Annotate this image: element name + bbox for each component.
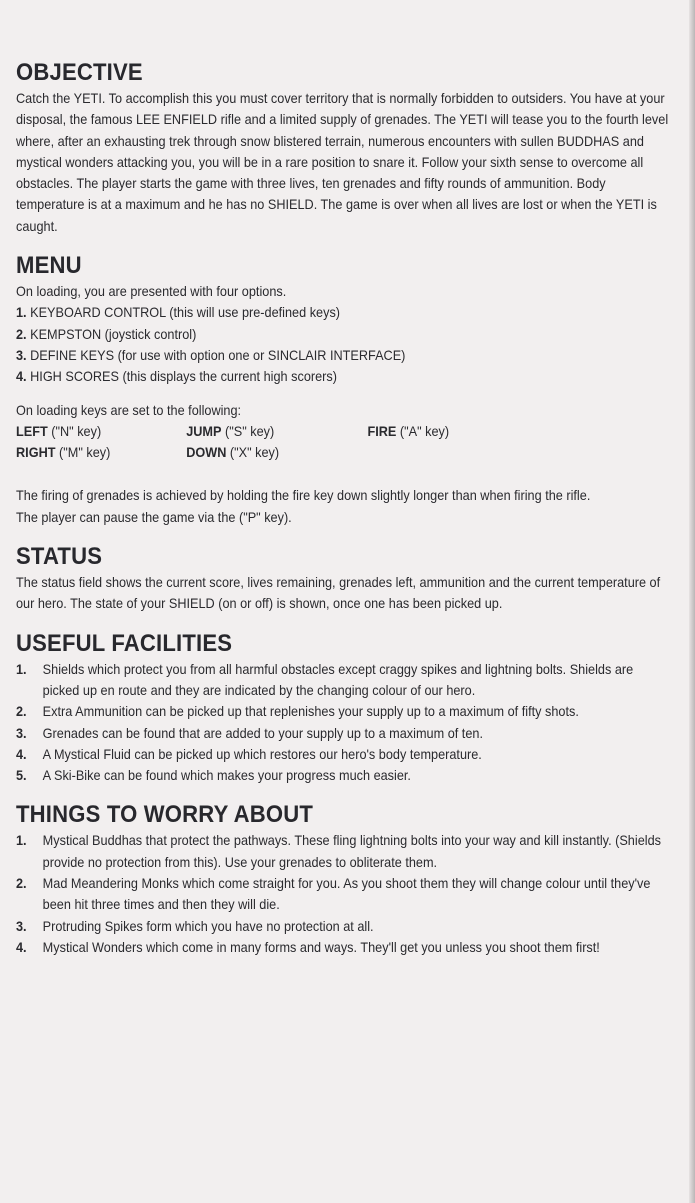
list-item: 5. A Ski-Bike can be found which makes your progress much easier. bbox=[16, 768, 411, 784]
menu-option: 4. HIGH SCORES (this displays the current high scorers) bbox=[16, 369, 337, 385]
menu-options-list bbox=[16, 302, 670, 387]
keys-intro: On loading keys are set to the following: bbox=[16, 402, 242, 418]
key-down: DOWN ("X" key) bbox=[186, 445, 280, 461]
status-section bbox=[16, 542, 670, 615]
facilities-heading: USEFUL FACILITIES bbox=[16, 629, 233, 657]
status-text: The status field shows the current score, lives remaining, grenades left, ammunition and the current temperature of our hero. The state of your SHIELD (on or off) is shown, once one has been picked up. bbox=[16, 575, 661, 612]
key-left: LEFT ("N" key) bbox=[16, 423, 102, 439]
key-right: RIGHT ("M" key) bbox=[16, 445, 111, 461]
worries-heading: THINGS TO WORRY ABOUT bbox=[16, 801, 314, 829]
instructions-page bbox=[16, 58, 670, 972]
worries-section bbox=[16, 800, 670, 958]
list-item: 1. Shields which protect you from all harmful obstacles except craggy spikes and lightning bolts. Shields are picked up en route and they are indicated by the changing colour of our hero. bbox=[16, 661, 634, 698]
menu-intro: On loading, you are presented with four options. bbox=[16, 284, 287, 300]
menu-option: 2. KEMPSTON (joystick control) bbox=[16, 326, 197, 342]
list-item: 2. Extra Ammunition can be picked up that replenishes your supply up to a maximum of fifty shots. bbox=[16, 704, 579, 720]
list-item: 3. Protruding Spikes form which you have no protection at all. bbox=[16, 918, 374, 934]
key-jump: JUMP ("S" key) bbox=[186, 423, 275, 439]
worries-list bbox=[16, 830, 670, 958]
pause-note: The player can pause the game via the ("P" key). bbox=[16, 509, 292, 525]
list-item: 2. Mad Meandering Monks which come straight for you. As you shoot them they will change colour until they've been hit three times and then they will die. bbox=[16, 876, 651, 913]
key-fire: FIRE ("A" key) bbox=[367, 423, 450, 439]
list-item: 4. Mystical Wonders which come in many forms and ways. They'll get you unless you shoot them first! bbox=[16, 939, 600, 955]
list-item: 4. A Mystical Fluid can be picked up which restores our hero's body temperature. bbox=[16, 746, 482, 762]
facilities-section bbox=[16, 629, 670, 787]
key-bindings bbox=[16, 421, 670, 464]
menu-heading: MENU bbox=[16, 252, 82, 280]
grenades-note: The firing of grenades is achieved by holding the fire key down slightly longer than when firing the rifle. bbox=[16, 488, 591, 504]
objective-text: Catch the YETI. To accomplish this you must cover territory that is normally forbidden to outsiders. You have at your disposal, the famous LEE ENFIELD rifle and a limited supply of grenades. The YETI will tease you to the fourth level where, after an exhausting trek through snow blistered terrain, numerous encounters with sullen BUDDHAS and mystical wonders attacking you, you will be in a rare position to snare it. Follow your sixth sense to overcome all obstacles. The player starts the game with three lives, ten grenades and fifty rounds of ammunition. Body temperature is at a maximum and he has no SHIELD. The game is over when all lives are lost or when the YETI is caught. bbox=[16, 91, 669, 234]
menu-option: 1. KEYBOARD CONTROL (this will use pre-defined keys) bbox=[16, 305, 341, 321]
page-edge-shadow bbox=[689, 0, 695, 1203]
list-item: 1. Mystical Buddhas that protect the pathways. These fling lightning bolts into your way and kill instantly. (Shields provide no protection from this). Use your grenades to obliterate them. bbox=[16, 833, 661, 870]
objective-section bbox=[16, 58, 670, 237]
facilities-list bbox=[16, 659, 670, 787]
status-heading: STATUS bbox=[16, 543, 103, 571]
menu-section bbox=[16, 251, 670, 528]
menu-option: 3. DEFINE KEYS (for use with option one or SINCLAIR INTERFACE) bbox=[16, 347, 406, 363]
list-item: 3. Grenades can be found that are added to your supply up to a maximum of ten. bbox=[16, 725, 483, 741]
objective-heading: OBJECTIVE bbox=[16, 59, 143, 86]
